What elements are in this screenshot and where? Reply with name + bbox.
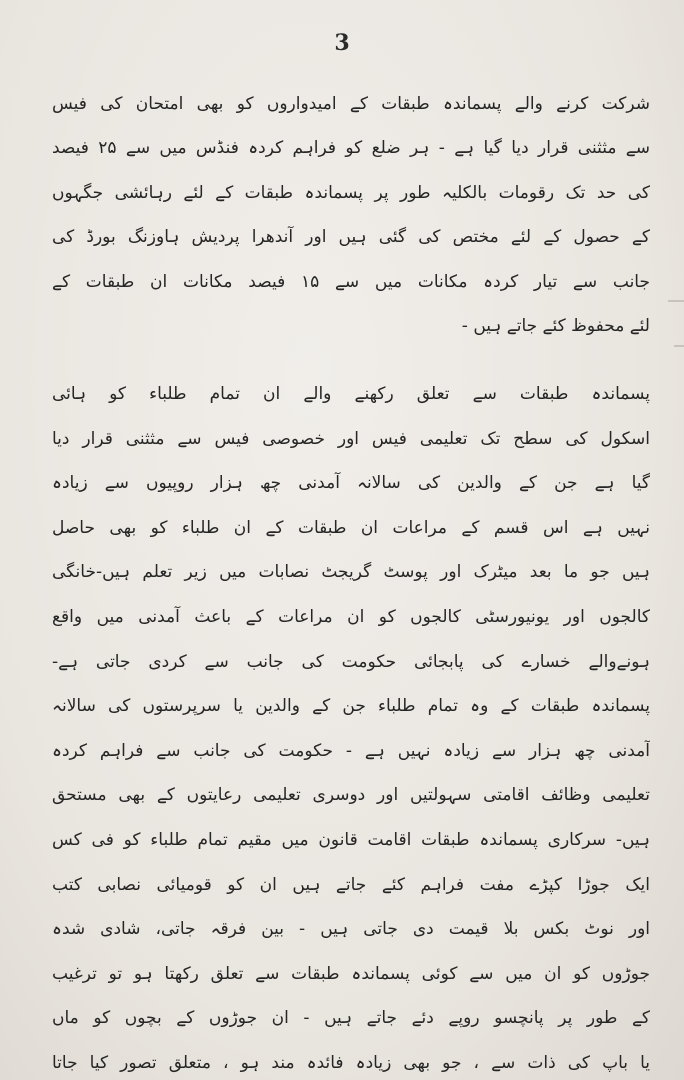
text-line: جانب سے تیار کردہ مکانات میں سے ۱۵ فیصد مکانات ان طبقات کے [52,271,650,292]
text-line: آمدنی چھ ہزار سے زیادہ نہیں ہے - حکومت کی جانب سے فراہم کردہ [52,740,650,761]
text-line: اسکول کی سطح تک تعلیمی فیس اور خصوصی فیس سے مثثنی قرار دیا [52,428,650,449]
text-line: کی حد تک رقومات بالکلیہ طور پر پسماندہ طبقات کے لئے رہائشی جگہوں [52,182,650,203]
text-line: اور نوٹ بکس بلا قیمت دی جاتی ہیں - بین فرقہ جاتی، شادی شدہ [52,919,650,940]
text-line: کے حصول کے لئے مختص کی گئی ہیں اور آندھرا پردیش ہاوزنگ بورڈ کی [52,227,650,248]
text-line: سے مثثنی قرار دیا گیا ہے - ہر ضلع کو فراہم کردہ فنڈس میں سے ۲۵ فیصد [52,138,650,159]
text-line: جوڑوں کو ان میں سے کوئی پسماندہ طبقات سے تعلق رکھتا ہو تو ترغیب [52,963,650,984]
text-line: ہیں جو ما بعد میٹرک اور پوسٹ گریجٹ نصابات میں زیر تعلم ہیں-خانگی [52,562,650,583]
text-line: شرکت کرنے والے پسماندہ طبقات کے امیدواروں کو بھی امتحان کی فیس [52,94,650,114]
text-line: لئے محفوظ کئے جاتے ہیں - [461,315,650,336]
margin-mark [674,345,684,347]
text-line: ہونےوالے خسارے کی پابجائی حکومت کی جانب سے کردی جاتی ہے- [52,651,650,672]
text-line: یا باپ کی ذات سے ، جو بھی زیادہ فائدہ مند ہو ، متعلق تصور کیا جاتا [52,1052,650,1073]
text-line: کے طور پر پانچسو روپے دئے جاتے ہیں - ان جوڑوں کے بچوں کو ماں [52,1008,650,1029]
text-line: پسماندہ طبقات سے تعلق رکھنے والے ان تمام طلباء کو ہائی [52,384,650,404]
text-line: تعلیمی وظائف اقامتی سہولتیں اور دوسری تعلیمی رعایتوں کے بھی مستحق [52,785,650,806]
text-line: ایک جوڑا کپڑے مفت فراہم کئے جاتے ہیں ان کو قومیائی نصابی کتب [52,874,650,895]
text-line: کالجوں اور یونیورسٹی کالجوں کو ان مراعات کے باعث آمدنی میں واقع [52,606,650,627]
paragraph-1 [52,82,650,348]
margin-mark [668,300,684,302]
text-line: گیا ہے جن کے والدین کی سالانہ آمدنی چھ ہزار روپیوں سے زیادہ [52,473,650,494]
text-line: پسماندہ طبقات کے وہ تمام طلباء جن کے والدین یا سرپرستوں کی سالانہ [52,696,650,717]
text-line: نہیں ہے اس قسم کے مراعات ان طبقات کے ان طلباء کو بھی حاصل [52,517,650,538]
paragraph-2 [52,372,650,1080]
page-number: 3 [334,30,350,56]
text-line: ہیں- سرکاری پسماندہ طبقات اقامت قانون میں مقیم تمام طلباء کو فی کس [52,829,650,850]
